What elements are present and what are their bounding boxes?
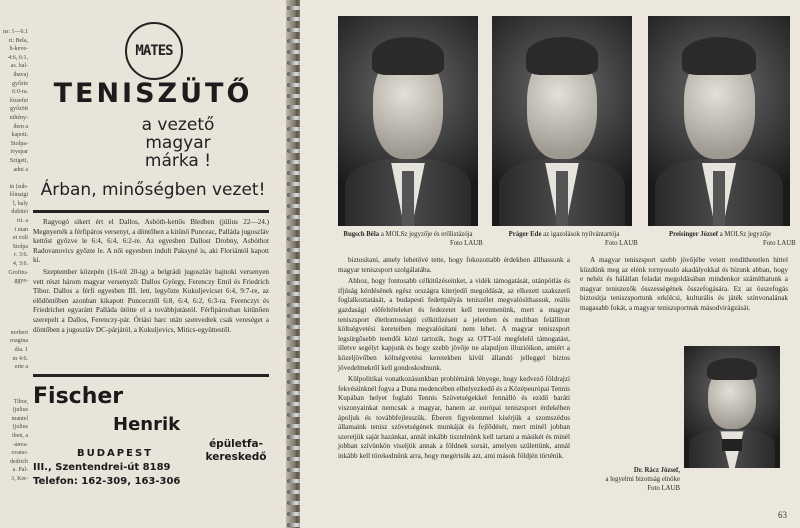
article-paragraph: biztosítani, amely lehetővé tette, hogy fokozottabb érdekben állhassunk a magyar teniszsport szolgálatába. (338, 256, 570, 274)
photo-caption (644, 230, 796, 239)
portrait-photo (648, 16, 790, 226)
margin-fragment (0, 320, 28, 329)
caption-role: az igazolások nyilvántartója (543, 231, 620, 238)
margin-fragment: rit. a (17, 218, 28, 225)
margin-fragment: Grofitu- (8, 269, 28, 276)
margin-fragment: dubitei (11, 209, 28, 216)
margin-fragment (0, 312, 28, 321)
photo-credit: Foto LAUB (450, 240, 483, 247)
margin-fragment: 3, Ker- (11, 475, 28, 482)
caption-name: Preisinger József (668, 231, 718, 238)
margin-fragment: -ánva- (12, 441, 28, 448)
margin-fragment: norbert (10, 329, 28, 336)
caption-name: Bugsch Béla (343, 231, 380, 238)
margin-fragment: a. Pal- (12, 467, 28, 474)
caption-role: a MOLSz jegyzője és erőlistázója (380, 231, 473, 238)
margin-fragment (0, 389, 28, 398)
ad-address: III., Szentendrei-út 8189 (33, 462, 171, 473)
page-number: 63 (778, 510, 787, 520)
ad-city: BUDAPEST (77, 448, 153, 459)
margin-fragment (0, 380, 28, 389)
tagline-line: márka ! (144, 151, 212, 171)
margin-fragment: adni a (13, 166, 28, 173)
margin-fragment: ivyspar (10, 149, 28, 156)
portrait-photo (492, 16, 632, 226)
ad-company-name-2: Henrik (113, 414, 181, 435)
margin-fragment: in (sub- (9, 183, 28, 190)
margin-fragment: r. 3:6. (14, 252, 28, 259)
photo-caption (332, 230, 484, 239)
ad-phone: Telefon: 162-309, 163-306 (33, 476, 181, 487)
margin-fragment: Tibor, (13, 398, 28, 405)
left-article (33, 218, 269, 337)
ad-company-name: Fischer (33, 384, 124, 409)
right-article-col2 (580, 256, 788, 316)
margin-fragment: Stolpa- (10, 140, 28, 147)
margin-fragment (0, 286, 28, 295)
caption-role: a MOLSz jegyzője (719, 231, 772, 238)
margin-fragment: m 4:6. (12, 355, 28, 362)
margin-fragment: i utan (14, 226, 28, 233)
margin-fragment: Stolpa (12, 243, 28, 250)
article-paragraph: A magyar teniszsport szebb jövőjébe vetett rendíthetetlen hittel küzdünk meg az elénk tornyosuló akadályokkal és bízunk abban, hogy e nehéz és hálátlan feladat megoldásában mindenkor számíthatunk a magyar teniszezők összességének összefogására. Ez az összefogás biztosítja teniszsportunk erkölcsi, kulturális és játék színvonalának magasabb fokát, a magyar teniszsportnak másodvirágzását. (580, 256, 788, 312)
margin-fragment: kapott. (11, 132, 28, 139)
trade-line: kereskedő (205, 451, 267, 463)
portrait-photo (338, 16, 478, 226)
margin-fragment (0, 294, 28, 303)
article-paragraph: Ahhoz, hogy fontosabb célkitűzéseinket, a vidék támogatását, utánpótlás és ifjúság kérdésének egész országra kiterjedő megoldását, az elkezett szakszerű foglalkoztatását, a budapesti fedettpályás teniszélet megvalósíthassuk, reális gazdasági előfeltételeket és fedezetet kell teremtenünk, mert a magyar teniszsport életlontosságú célkitűzéseit a jelenben és multban felállított költségvetési kereteiben megvalósítani nem lehet. A magyar teniszsport legsürgősebb teendői közé tartozik, hogy az OTT-tól megfelelő támogatást, illetve segélyt kapjunk és hogy szebb jövője ne alapuljon illuzióikon, amiért a közeljövőben költségvetési keretekben kívül állandó jelleggel biztos jövedelmekről kell gondoskodnunk. (338, 277, 570, 372)
caption-role: a legyelmi bizottság elnöke (605, 476, 680, 483)
caption-name: Dr. Rácz József, (633, 467, 680, 474)
trade-line: épületfa- (209, 438, 263, 450)
photo-credit: Foto LAUB (763, 240, 796, 247)
article-paragraph: Ragyogó sikert ért el Dallos, Asbóth-kettős Bledben (július 22—24.) Megnyerték a férfipáros versenyt, a döntőben a kitűnő Punceac, Palláda jugoszláv kettőst győzve le 6:4, 6:4, 6:2-re. Az egyesben Dallost Drobny, Asbóthot Radovanovics győzte le. A női egyesben indult Paksyné is, aki Floriántól kapott ki. (33, 218, 269, 265)
margin-fragment: Szigeti, (9, 157, 28, 164)
margin-fragment (0, 372, 28, 381)
caption-name: Práger Ede (508, 231, 542, 238)
article-paragraph: Külpolitikai vonatkozásunkban problémánk lényege, hogy kedvező földrajzi fekvésünknél fogva a Duna medencében elhelyezkedő és a Középeurópai Tennis Kupában helyet foglaló Tennis Szövetségekkel fennálló és ezidő baráti viszonyainkat nemcsak a magyar, hanem az európai teniszsport érdekében ápoljuk és továbbfejlesszük. Éberen figyelemmel kísérjük a szomszédos államaink tenisz szövetségének munkáját és fejlődését, mert minél jobban szeretjük saját hazánkat, annál inkább tisztelnünk kell tartani a másikét és minél jobban szívünkön viseljük annak a földnek sorsát, amelyen születtünk, annál inkább kell törekednünk arra, hogy megértsük azt, ami mások földjén történik. (338, 375, 570, 460)
margin-fragment: győzte (12, 80, 28, 87)
margin-fragment: lőinaigi (9, 192, 28, 199)
margin-fragment: 4, 3:6. (12, 261, 28, 268)
photo-credit: Foto LAUB (605, 240, 638, 247)
margin-fragment: ri: Bela, (8, 37, 28, 44)
right-page (300, 0, 800, 528)
margin-fragment: ibavaj (13, 71, 28, 78)
margin-fragment: 6:0-ra. (12, 89, 28, 96)
right-article-col1 (338, 256, 570, 463)
margin-fragment: győzött (10, 106, 28, 113)
photo-caption (488, 230, 640, 239)
ad-title: TENISZÜTŐ (53, 78, 253, 109)
margin-fragment (0, 174, 28, 183)
margin-fragment: dia. 1 (14, 346, 28, 353)
mates-logo: MATES (125, 22, 183, 80)
margin-fragment: dedrich (10, 458, 28, 465)
cut-off-margin-text (0, 0, 30, 528)
divider-rule (33, 374, 269, 377)
margin-fragment: roagina (10, 338, 28, 345)
tagline-line: magyar (145, 133, 211, 153)
margin-fragment: iben a (13, 123, 28, 130)
photo-credit: Foto LAUB (647, 485, 680, 492)
divider-rule (33, 210, 269, 213)
margin-fragment: et volt (12, 235, 28, 242)
margin-fragment: (julius (12, 424, 28, 431)
margin-fragment: (julius (12, 407, 28, 414)
article-paragraph: Szeptember közepén (16-tól 20-ig) a belgrádi jugoszláv bajnoki versenyen vett részt három magyar versenyző: Dallos György, Ferenczy Emil és Friedrich Tibor. Dallos a férfi egyesben III. lett, legyőzte Kukuljevicset 6:4, 9:7-re, az elődöntőben azonban kikapott Puncecztől 6:8, 6:4, 6:2, 6:3-ra. Ferenczyt és Friedrichet egyaránt Palláda ütötte el a továbbjutástól. Férfipárosban kitűnően szerepelt a Dallos, Ferenczy-pár. Óriási harc után szenvedtek csak vereséget a döntőben a jugoszláv DC-párjától, a Kukuljevics, Mitics-együttestől. (33, 267, 269, 334)
margin-fragment: iben, a (12, 432, 28, 439)
margin-fragment: 4:6, 6:1, (8, 54, 28, 61)
margin-fragment: erte a (14, 364, 28, 371)
left-page (0, 0, 290, 528)
margin-fragment: ggye- (14, 278, 28, 285)
ad-trade (201, 438, 271, 464)
fischer-advertisement (33, 384, 269, 504)
ad-slogan: Árban, minőségben vezet! (40, 180, 266, 200)
margin-fragment: mantel (11, 415, 28, 422)
margin-fragment: nthény- (9, 114, 28, 121)
margin-fragment (0, 303, 28, 312)
margin-fragment: lózsefet (9, 97, 28, 104)
tagline-line: a vezető (141, 115, 215, 135)
margin-fragment: as. bal- (10, 63, 28, 70)
photo-caption (580, 466, 680, 493)
margin-fragment: ovano- (11, 450, 28, 457)
portrait-photo (684, 346, 780, 468)
margin-fragment: ns: 1—6.1 (2, 29, 28, 35)
margin-fragment: h-keve- (9, 46, 28, 53)
ad-tagline (138, 116, 218, 170)
margin-fragment: l, baly (13, 200, 28, 207)
